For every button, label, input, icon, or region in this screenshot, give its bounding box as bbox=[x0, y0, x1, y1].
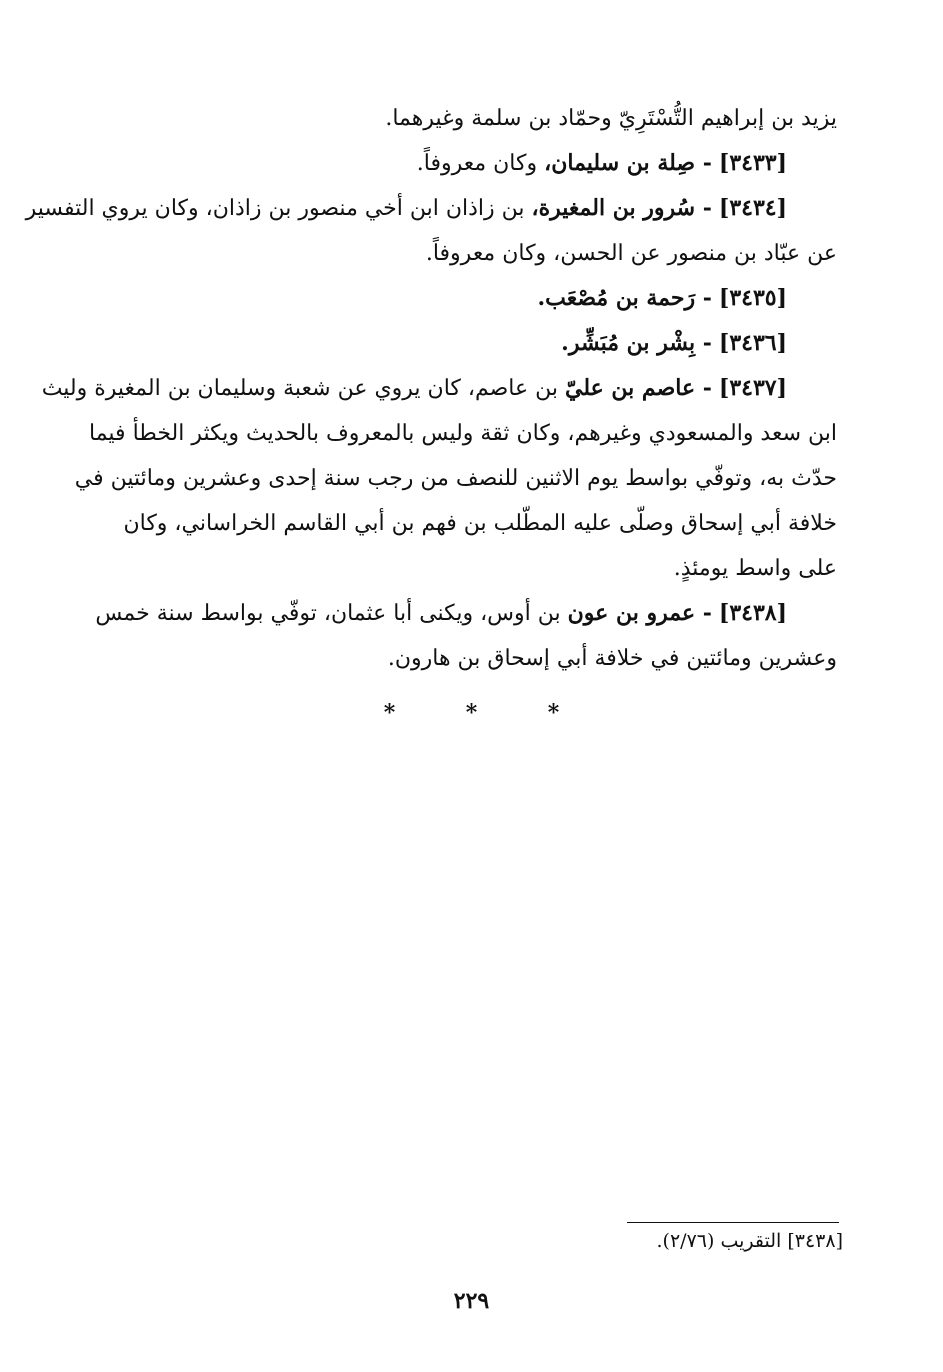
page-number: ٢٢٩ bbox=[453, 1288, 490, 1314]
footnote: [٣٤٣٨] التقريب (٢/٧٦). bbox=[656, 1230, 843, 1252]
entry-name: - صِلة بن سليمان، bbox=[544, 150, 712, 176]
entry-3437-line-5: على واسط يومئذٍ. bbox=[673, 556, 837, 581]
intro-line: يزيد بن إبراهيم التُّسْتَرِيّ وحمّاد بن سلمة وغيرهما. bbox=[385, 106, 837, 131]
entry-text: بن عاصم، كان يروي عن شعبة وسليمان بن المغيرة وليث bbox=[41, 376, 558, 401]
entry-text: بن زاذان ابن أخي منصور بن زاذان، وكان يروي التفسير bbox=[25, 196, 525, 221]
main-text bbox=[25, 96, 837, 681]
entry-3437-line-4: خلافة أبي إسحاق وصلّى عليه المطّلب بن فهم بن أبي القاسم الخراساني، وكان bbox=[123, 511, 837, 536]
entry-3437 bbox=[41, 366, 837, 411]
entry-number: [٣٤٣٨] bbox=[718, 600, 787, 626]
separator-star: * bbox=[383, 700, 396, 726]
entry-3436 bbox=[92, 321, 837, 366]
entry-number: [٣٤٣٥] bbox=[718, 285, 787, 311]
entry-name: - سُرور بن المغيرة، bbox=[531, 195, 712, 221]
entry-name: - عاصم بن عليّ bbox=[565, 375, 712, 401]
section-separator bbox=[0, 700, 943, 726]
entry-3434-continuation: عن عبّاد بن منصور عن الحسن، وكان معروفاً. bbox=[425, 241, 837, 266]
entry-3437-line-3: حدّث به، وتوفّي بواسط يوم الاثنين للنصف من رجب سنة إحدى وعشرين ومائتين في bbox=[74, 466, 837, 491]
entry-name: - رَحمة بن مُصْعَب. bbox=[537, 285, 712, 311]
footnote-divider bbox=[627, 1222, 839, 1223]
entry-3438 bbox=[92, 591, 837, 636]
entry-number: [٣٤٣٣] bbox=[718, 150, 787, 176]
entry-3438-line-2: وعشرين ومائتين في خلافة أبي إسحاق بن هارون. bbox=[387, 646, 837, 671]
entry-3434 bbox=[25, 186, 837, 231]
entry-3433 bbox=[92, 141, 837, 186]
separator-star: * bbox=[547, 700, 560, 726]
entry-number: [٣٤٣٤] bbox=[718, 195, 787, 221]
entry-number: [٣٤٣٧] bbox=[718, 375, 787, 401]
entry-3437-line-2: ابن سعد والمسعودي وغيرهم، وكان ثقة وليس بالمعروف بالحديث ويكثر الخطأ فيما bbox=[89, 421, 837, 446]
entry-3435 bbox=[92, 276, 837, 321]
entry-text: وكان معروفاً. bbox=[416, 151, 538, 176]
entry-number: [٣٤٣٦] bbox=[718, 330, 787, 356]
entry-name: - بِشْر بن مُبَشِّر. bbox=[561, 330, 712, 356]
entry-name: - عمرو بن عون bbox=[567, 600, 712, 626]
entry-text: بن أوس، ويكنى أبا عثمان، توفّي بواسط سنة خمس bbox=[95, 601, 561, 626]
separator-star: * bbox=[465, 700, 478, 726]
